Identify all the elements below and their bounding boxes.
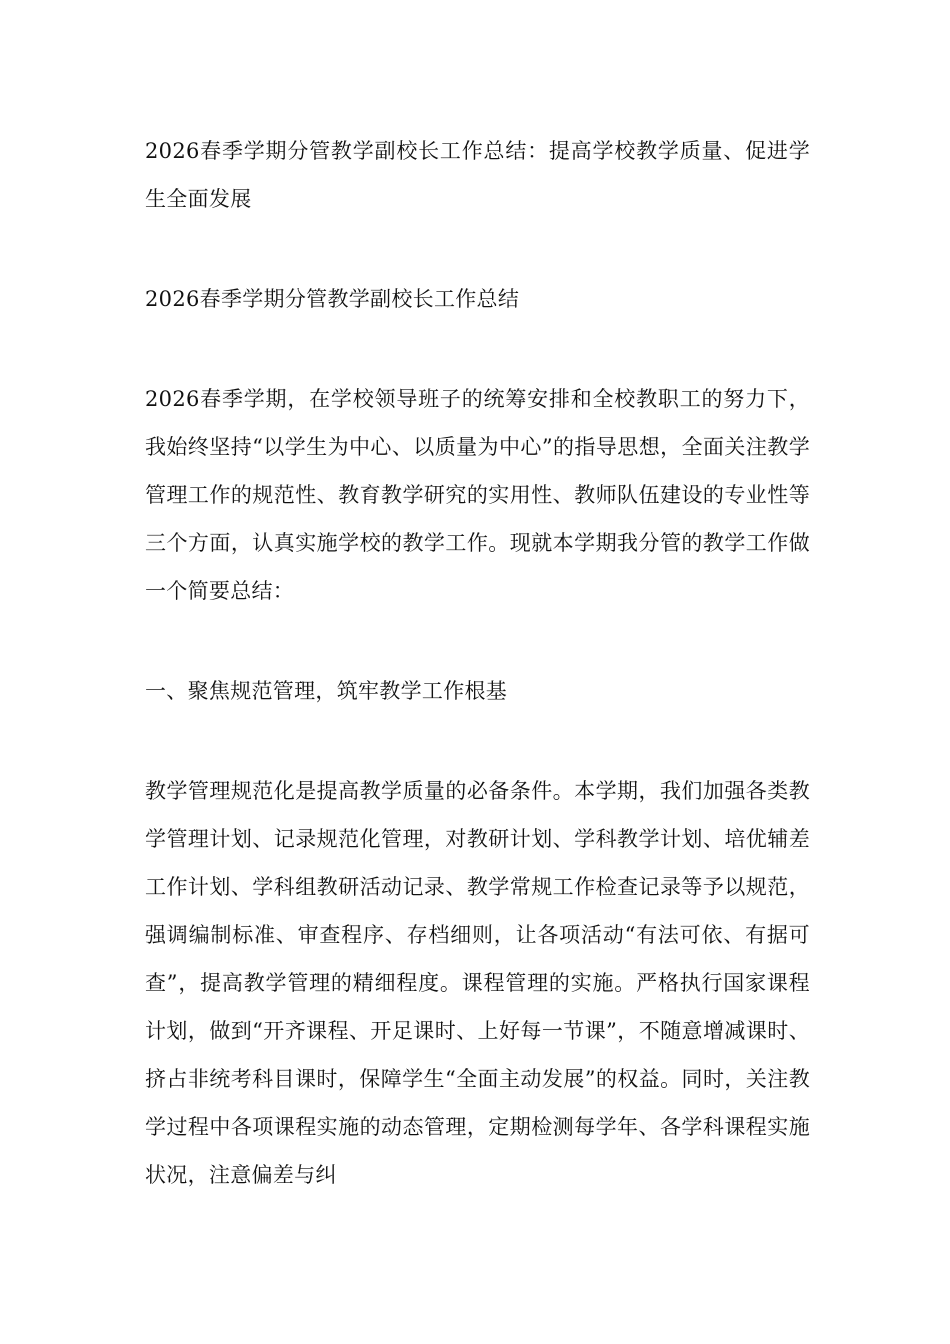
document-subtitle: 2026春季学期分管教学副校长工作总结 (145, 287, 520, 311)
intro-paragraph: 2026春季学期，在学校领导班子的统筹安排和全校教职工的努力下，我始终坚持“以学生为中心、以质量为中心”的指导思想，全面关注教学管理工作的规范性、教育教学研究的实用性、教师队伍建设的专业性等三个方面，认真实施学校的教学工作。现就本学期我分管的教学工作做一个简要总结： (145, 387, 810, 603)
section-heading-1: 一、聚焦规范管理，筑牢教学工作根基 (145, 679, 508, 703)
document-title: 2026春季学期分管教学副校长工作总结：提高学校教学质量、促进学生全面发展 (145, 139, 810, 211)
section-1-paragraph: 教学管理规范化是提高教学质量的必备条件。本学期，我们加强各类教学管理计划、记录规范化管理，对教研计划、学科教学计划、培优辅差工作计划、学科组教研活动记录、教学常规工作检查记录等予以规范，强调编制标准、审查程序、存档细则，让各项活动“有法可依、有据可查”，提高教学管理的精细程度。课程管理的实施。严格执行国家课程计划，做到“开齐课程、开足课时、上好每一节课”，不随意增减课时、挤占非统考科目课时，保障学生“全面主动发展”的权益。同时，关注教学过程中各项课程实施的动态管理，定期检测每学年、各学科课程实施状况，注意偏差与纠 (145, 779, 810, 1187)
document-body (145, 127, 810, 1199)
